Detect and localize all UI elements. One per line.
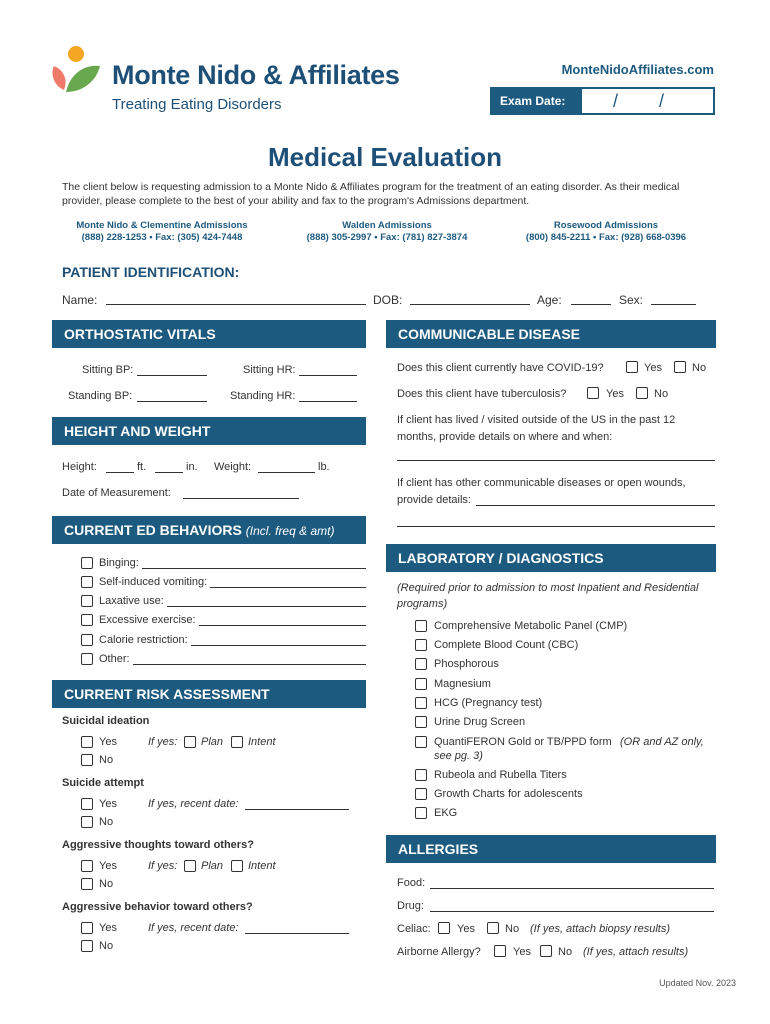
ideation-intent-checkbox[interactable] — [231, 736, 243, 748]
plan-label: Plan — [201, 736, 224, 748]
aggressive-behavior-date-field[interactable] — [245, 933, 349, 934]
aggressive-plan-checkbox[interactable] — [184, 860, 196, 872]
exam-date-label: Exam Date: — [492, 89, 582, 113]
travel-question: If client has lived / visited outside of the US in the past 12 months, provide details on where and when: — [397, 414, 676, 443]
celiac-no-checkbox[interactable] — [487, 922, 499, 934]
quantiferon-note-cont: see pg. 3) — [434, 750, 483, 762]
quantiferon-note: (OR and AZ only, — [620, 736, 704, 748]
lab-note: (Required prior to admission to most Inpatient and Residential programs) — [397, 582, 699, 610]
intro-text: The client below is requesting admission to a Monte Nido & Affiliates program for the treatment of an eating disorder. As their medical provider, please complete to the best of your ability and fax to the program's Admissions department. — [62, 181, 680, 207]
lab-item-label: Comprehensive Metabolic Panel (CMP) — [434, 620, 628, 632]
other-disease-question: If client has other communicable diseases or open wounds, — [397, 477, 686, 489]
logo-icon — [50, 44, 102, 96]
ed-behavior-checkbox[interactable] — [81, 576, 93, 588]
suicide-attempt-yes-checkbox[interactable] — [81, 798, 93, 810]
no-label: No — [505, 923, 520, 935]
tb-yes-checkbox[interactable] — [587, 387, 599, 399]
ed-behavior-label: Excessive exercise: — [99, 614, 196, 626]
sitting-hr-label: Sitting HR: — [243, 364, 296, 376]
orthostatic-heading: ORTHOSTATIC VITALS — [52, 320, 366, 348]
ed-behavior-checkbox[interactable] — [81, 653, 93, 665]
aggressive-intent-checkbox[interactable] — [231, 860, 243, 872]
lab-item-checkbox[interactable] — [415, 658, 427, 670]
suicide-attempt-label: Suicide attempt — [62, 777, 144, 789]
sex-label: Sex: — [619, 293, 644, 307]
food-allergy-field[interactable] — [430, 888, 714, 889]
if-yes-label: If yes: — [148, 736, 178, 748]
name-field[interactable] — [106, 304, 366, 305]
height-label: Height: — [62, 461, 97, 473]
ed-behavior-checkbox[interactable] — [81, 614, 93, 626]
sitting-hr-field[interactable] — [299, 375, 357, 376]
yes-label: Yes — [99, 736, 117, 748]
lab-item-label: Magnesium — [434, 678, 491, 690]
aggressive-thoughts-yes-checkbox[interactable] — [81, 860, 93, 872]
no-label: No — [654, 388, 669, 400]
ed-behavior-checkbox[interactable] — [81, 595, 93, 607]
lab-item-checkbox[interactable] — [415, 788, 427, 800]
exam-date-field[interactable] — [490, 87, 715, 115]
suicide-attempt-date-field[interactable] — [245, 809, 349, 810]
travel-details-field[interactable] — [397, 460, 715, 461]
patient-id-heading: PATIENT IDENTIFICATION: — [62, 264, 240, 280]
suicide-attempt-no-checkbox[interactable] — [81, 816, 93, 828]
aggressive-thoughts-no-checkbox[interactable] — [81, 878, 93, 890]
suicidal-ideation-yes-checkbox[interactable] — [81, 736, 93, 748]
admissions-walden: Walden Admissions (888) 305-2997 • Fax: (781) 827-3874 — [306, 220, 468, 243]
aggressive-behavior-label: Aggressive behavior toward others? — [62, 901, 253, 913]
logo-name: Monte Nido & Affiliates — [112, 60, 400, 90]
tb-no-checkbox[interactable] — [636, 387, 648, 399]
if-yes-label: If yes: — [148, 860, 178, 872]
ed-behavior-field[interactable] — [133, 664, 366, 665]
ed-behavior-field[interactable] — [210, 587, 366, 588]
age-label: Age: — [537, 293, 562, 307]
intent-label: Intent — [248, 860, 276, 872]
sitting-bp-field[interactable] — [137, 375, 207, 376]
height-weight-heading: HEIGHT AND WEIGHT — [52, 417, 366, 445]
date-measurement-label: Date of Measurement: — [62, 487, 171, 499]
drug-allergy-field[interactable] — [430, 911, 714, 912]
ed-behavior-label: Other: — [99, 653, 130, 665]
ed-behavior-checkbox[interactable] — [81, 557, 93, 569]
no-label: No — [99, 940, 114, 952]
risk-heading: CURRENT RISK ASSESSMENT — [52, 680, 366, 708]
suicidal-ideation-label: Suicidal ideation — [62, 715, 150, 727]
lb-label: lb. — [318, 461, 330, 473]
standing-bp-field[interactable] — [137, 401, 207, 402]
aggressive-behavior-yes-checkbox[interactable] — [81, 922, 93, 934]
plan-label: Plan — [201, 860, 224, 872]
in-label: in. — [186, 461, 198, 473]
airborne-note: (If yes, attach results) — [583, 946, 689, 958]
suicidal-ideation-no-checkbox[interactable] — [81, 754, 93, 766]
lab-item-label: EKG — [434, 807, 458, 819]
yes-label: Yes — [99, 860, 117, 872]
yes-label: Yes — [644, 362, 662, 374]
lab-item-checkbox[interactable] — [415, 807, 427, 819]
ft-label: ft. — [137, 461, 147, 473]
ed-behavior-field[interactable] — [142, 568, 366, 569]
covid-question: Does this client currently have COVID-19? — [397, 362, 604, 374]
dob-label: DOB: — [373, 293, 403, 307]
standing-hr-field[interactable] — [299, 401, 357, 402]
height-in-field[interactable] — [155, 472, 183, 473]
drug-label: Drug: — [397, 900, 424, 912]
aggressive-thoughts-label: Aggressive thoughts toward others? — [62, 839, 254, 851]
page-title: Medical Evaluation — [267, 142, 503, 172]
weight-label: Weight: — [214, 461, 252, 473]
yes-label: Yes — [606, 388, 624, 400]
age-field[interactable] — [571, 304, 611, 305]
updated-date: Updated Nov. 2023 — [659, 978, 736, 988]
intent-label: Intent — [248, 736, 276, 748]
website-link[interactable]: MonteNidoAffiliates.com — [561, 62, 714, 77]
height-ft-field[interactable] — [106, 472, 134, 473]
sitting-bp-label: Sitting BP: — [82, 364, 134, 376]
lab-item-label: Urine Drug Screen — [434, 716, 526, 728]
lab-item-label: Rubeola and Rubella Titers — [434, 769, 567, 781]
admissions-rosewood: Rosewood Admissions (800) 845-2211 • Fax: (928) 668-0396 — [525, 220, 687, 243]
airborne-no-checkbox[interactable] — [540, 945, 552, 957]
lab-item-label: Growth Charts for adolescents — [434, 788, 583, 800]
date-measurement-field[interactable] — [183, 498, 299, 499]
no-label: No — [558, 946, 573, 958]
lab-item-checkbox[interactable] — [415, 678, 427, 690]
ed-behavior-field[interactable] — [199, 625, 366, 626]
logo-tagline: Treating Eating Disorders — [112, 96, 282, 113]
if-yes-date-label: If yes, recent date: — [148, 798, 239, 810]
lab-item-checkbox[interactable] — [415, 769, 427, 781]
name-label: Name: — [62, 293, 98, 307]
allergies-heading: ALLERGIES — [386, 835, 716, 863]
ed-behavior-checkbox[interactable] — [81, 634, 93, 646]
if-yes-date-label: If yes, recent date: — [148, 922, 239, 934]
ideation-plan-checkbox[interactable] — [184, 736, 196, 748]
tb-question: Does this client have tuberculosis? — [397, 388, 567, 400]
ed-behaviors-heading: CURRENT ED BEHAVIORS (Incl. freq & amt) — [52, 516, 366, 544]
yes-label: Yes — [99, 798, 117, 810]
dob-field[interactable] — [410, 304, 530, 305]
celiac-yes-checkbox[interactable] — [438, 922, 450, 934]
aggressive-behavior-no-checkbox[interactable] — [81, 940, 93, 952]
lab-item-label: HCG (Pregnancy test) — [434, 697, 543, 709]
ed-behavior-label: Laxative use: — [99, 595, 164, 607]
celiac-label: Celiac: — [397, 923, 431, 935]
lab-heading: LABORATORY / DIAGNOSTICS — [386, 544, 716, 572]
celiac-note: (If yes, attach biopsy results) — [530, 923, 670, 935]
food-label: Food: — [397, 877, 426, 889]
exam-date-value[interactable]: / / — [612, 91, 682, 111]
standing-hr-label: Standing HR: — [230, 390, 296, 402]
ed-behavior-field[interactable] — [191, 645, 366, 646]
yes-label: Yes — [457, 923, 475, 935]
ed-behavior-label: Self-induced vomiting: — [99, 576, 208, 588]
standing-bp-label: Standing BP: — [68, 390, 133, 402]
lab-item-checkbox[interactable] — [415, 697, 427, 709]
lab-item-checkbox[interactable] — [415, 639, 427, 651]
no-label: No — [692, 362, 707, 374]
sex-field[interactable] — [651, 304, 696, 305]
communicable-heading: COMMUNICABLE DISEASE — [386, 320, 716, 348]
lab-item-label: QuantiFERON Gold or TB/PPD form — [434, 736, 612, 748]
lab-item-checkbox[interactable] — [415, 620, 427, 632]
other-disease-details-label: provide details: — [397, 494, 471, 506]
yes-label: Yes — [99, 922, 117, 934]
other-disease-field-2[interactable] — [397, 526, 715, 527]
ed-behavior-field[interactable] — [167, 606, 366, 607]
covid-no-checkbox[interactable] — [674, 361, 686, 373]
airborne-yes-checkbox[interactable] — [494, 945, 506, 957]
airborne-label: Airborne Allergy? — [397, 946, 481, 958]
lab-item-checkbox[interactable] — [415, 716, 427, 728]
other-disease-field-1[interactable] — [476, 505, 715, 506]
weight-field[interactable] — [258, 472, 315, 473]
ed-behavior-label: Calorie restriction: — [99, 634, 188, 646]
admissions-montenido: Monte Nido & Clementine Admissions (888) 228-1253 • Fax: (305) 424-7448 — [76, 220, 248, 243]
lab-item-label: Complete Blood Count (CBC) — [434, 639, 579, 651]
no-label: No — [99, 878, 114, 890]
ed-behavior-label: Binging: — [99, 557, 139, 569]
lab-item-checkbox[interactable] — [415, 736, 427, 748]
no-label: No — [99, 754, 114, 766]
yes-label: Yes — [513, 946, 531, 958]
covid-yes-checkbox[interactable] — [626, 361, 638, 373]
no-label: No — [99, 816, 114, 828]
lab-item-label: Phosphorous — [434, 658, 499, 670]
